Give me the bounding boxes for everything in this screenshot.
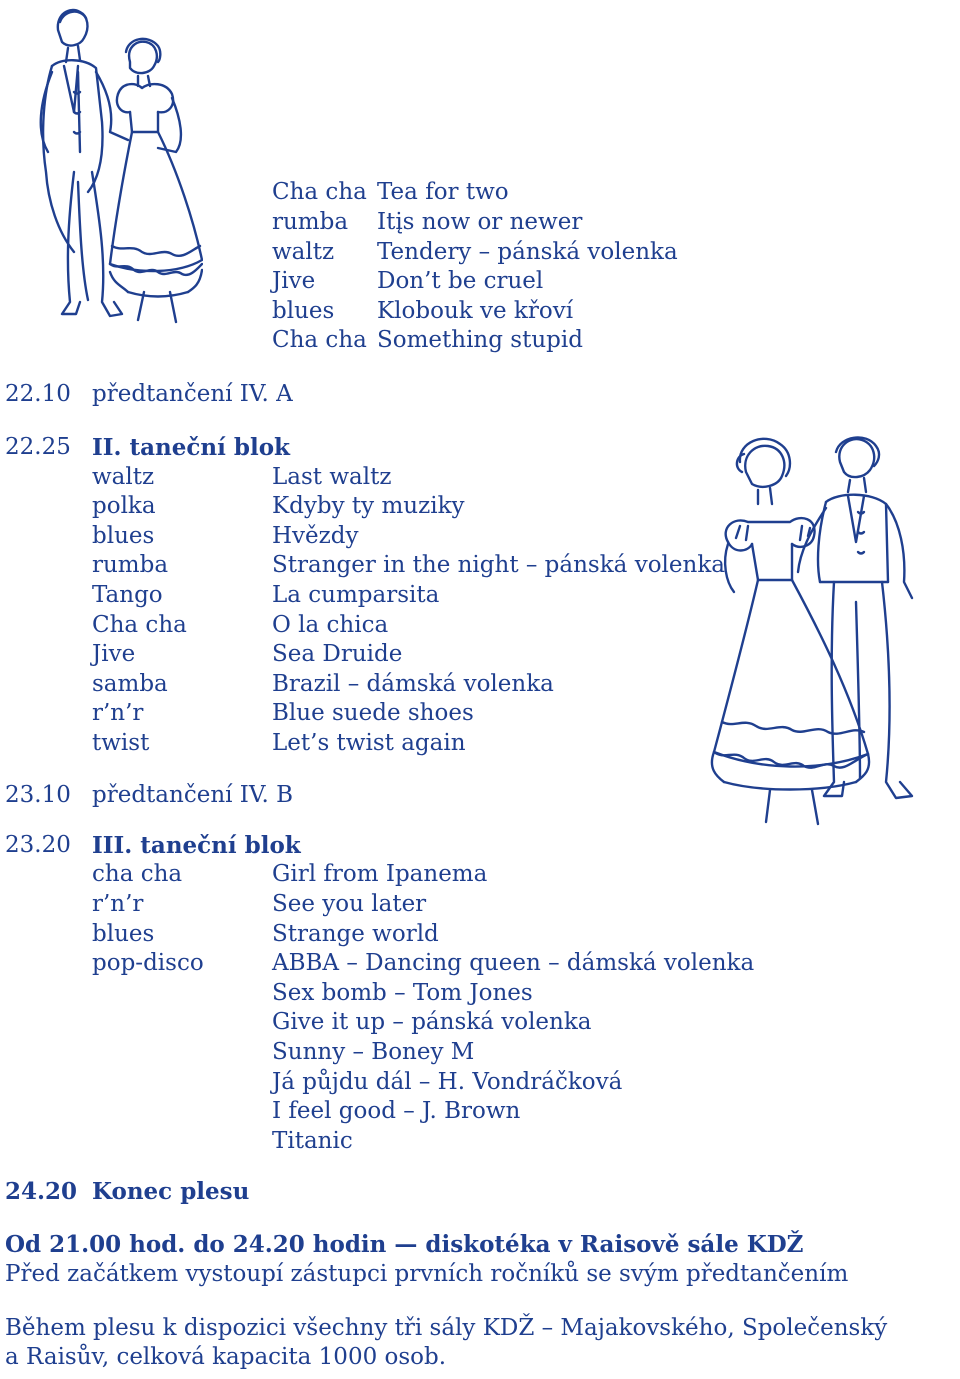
song-title: Last waltz: [272, 464, 392, 490]
dance-name: cha cha: [92, 861, 183, 887]
dance-name: Tango: [92, 582, 163, 608]
dance-name: Cha cha: [92, 612, 187, 638]
dance-name: waltz: [272, 239, 335, 265]
song-title: Itįs now or newer: [377, 209, 583, 235]
dancing-couple-illustration-right: [700, 432, 930, 832]
song-title: Tendery – pánská volenka: [377, 239, 678, 265]
song-title: Stranger in the night – pánská volenka: [272, 552, 725, 578]
schedule-time: 24.20: [5, 1178, 78, 1205]
song-title: Something stupid: [377, 327, 583, 353]
dance-name: rumba: [92, 552, 169, 578]
dance-name: blues: [92, 921, 155, 947]
song-title: I feel good – J. Brown: [272, 1098, 521, 1124]
song-title: Titanic: [272, 1128, 353, 1154]
dance-name: polka: [92, 493, 156, 519]
song-title: Sunny – Boney M: [272, 1039, 475, 1065]
dance-name: twist: [92, 730, 150, 756]
schedule-time: 22.10: [5, 381, 71, 407]
disco-info: Od 21.00 hod. do 24.20 hodin — diskotéka v Raisově sále KDŽ: [5, 1231, 804, 1258]
song-title: Don’t be cruel: [377, 268, 544, 294]
intro-info: Před začátkem vystoupí zástupci prvních ročníků se svým předtančením: [5, 1261, 849, 1287]
song-title: Blue suede shoes: [272, 700, 474, 726]
song-title: Hvězdy: [272, 523, 359, 549]
song-title: Let’s twist again: [272, 730, 466, 756]
song-title: Strange world: [272, 921, 439, 947]
dance-name: rumba: [272, 209, 349, 235]
dance-name: r’n’r: [92, 891, 144, 917]
song-title: La cumparsita: [272, 582, 440, 608]
dance-name: waltz: [92, 464, 155, 490]
song-title: O la chica: [272, 612, 389, 638]
schedule-item: Konec plesu: [92, 1178, 250, 1205]
dancing-couple-illustration-top: [18, 2, 203, 337]
dance-name: blues: [92, 523, 155, 549]
song-title: See you later: [272, 891, 427, 917]
schedule-time: 22.25: [5, 434, 71, 460]
dance-name: r’n’r: [92, 700, 144, 726]
dance-name: blues: [272, 298, 335, 324]
song-title: Girl from Ipanema: [272, 861, 488, 887]
dance-name: Cha cha: [272, 327, 367, 353]
schedule-time: 23.20: [5, 832, 71, 858]
block-title: III. taneční blok: [92, 832, 301, 859]
song-title: ABBA – Dancing queen – dámská volenka: [272, 950, 755, 976]
song-title: Sea Druide: [272, 641, 403, 667]
schedule-item: předtančení IV. B: [92, 782, 293, 808]
halls-info: Během plesu k dispozici všechny tři sály KDŽ – Majakovského, Společenský: [5, 1315, 888, 1341]
song-title: Tea for two: [377, 179, 509, 205]
song-title: Give it up – pánská volenka: [272, 1009, 592, 1035]
dance-name: samba: [92, 671, 168, 697]
song-title: Já půjdu dál – H. Vondráčková: [272, 1069, 623, 1095]
schedule-time: 23.10: [5, 782, 71, 808]
dance-name: Jive: [92, 641, 136, 667]
schedule-item: předtančení IV. A: [92, 381, 293, 407]
dance-name: pop-disco: [92, 950, 204, 976]
block-title: II. taneční blok: [92, 434, 290, 461]
song-title: Brazil – dámská volenka: [272, 671, 554, 697]
song-title: Kdyby ty muziky: [272, 493, 465, 519]
dance-name: Jive: [272, 268, 316, 294]
dance-name: Cha cha: [272, 179, 367, 205]
song-title: Klobouk ve křoví: [377, 298, 574, 324]
halls-info: a Raisův, celková kapacita 1000 osob.: [5, 1344, 447, 1370]
song-title: Sex bomb – Tom Jones: [272, 980, 533, 1006]
